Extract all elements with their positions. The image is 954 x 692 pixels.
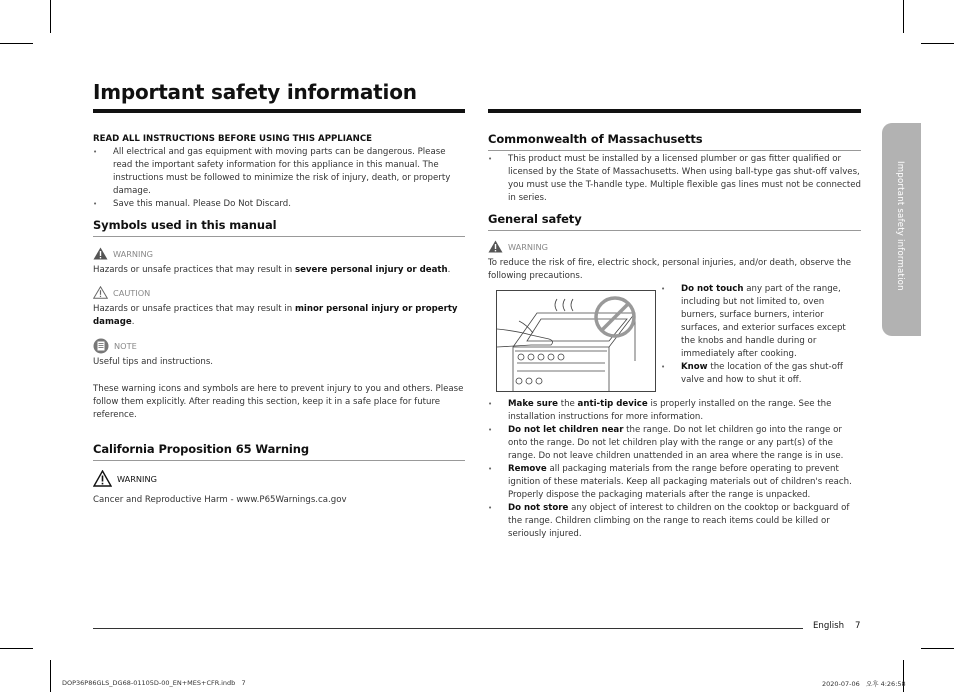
general-safety-rule [488, 230, 861, 231]
list-item [661, 361, 861, 387]
list-item: • All electrical and gas equipment with moving parts can be dangerous. Please read the important safety information for this appliance in this manual. The instructions must be followed to minimize the risk of injury, death, or property damage. [93, 146, 466, 198]
list-item [661, 283, 861, 361]
caution-text: Hazards or unsafe practices that may result in [93, 304, 295, 314]
do-not-touch-label: Do not touch [681, 284, 744, 294]
caution-icon [93, 286, 108, 299]
note-icon [93, 338, 109, 354]
print-file-info: DOP36P86GLS_DG68-01105D-00_EN+MES+CFR.indb 7 [62, 679, 246, 687]
make-sure-text: is properly installed on the range. See the installation instructions for more information. [508, 399, 832, 422]
warning-description [93, 264, 465, 277]
list-item [488, 398, 861, 424]
list-item: • Save this manual. Please Do Not Discard. [93, 198, 466, 211]
footer-language: English [813, 621, 845, 631]
page-number: 7 [855, 621, 861, 631]
store-text: any object of interest to children on the cooktop or backguard of the range. Children climbing on the range to reach items could be killed or seriously injured. [508, 503, 850, 539]
know-text: the location of the gas shut-off valve and how to shut it off. [681, 362, 843, 385]
make-sure-label: Make sure [508, 399, 558, 409]
intro-bullet-list [93, 146, 466, 211]
title-rule-left [93, 109, 465, 113]
note-signal [93, 338, 137, 354]
remove-text: all packaging materials from the range before operating to prevent ignition of these materials. Keep all packaging materials out of children's reach. Properly dispose the packaging materials after the range is unpacked. [508, 464, 852, 500]
note-label: NOTE [114, 341, 137, 351]
crop-mark [903, 0, 904, 33]
illustration-bullets [661, 283, 861, 387]
print-date-info: 2020-07-06 오후 4:26:58 [822, 680, 906, 688]
crop-mark [921, 43, 954, 44]
prop65-text: Cancer and Reproductive Harm - www.P65Warnings.ca.gov [93, 495, 347, 505]
page-title: Important safety information [93, 80, 417, 104]
crop-mark [50, 660, 51, 692]
massachusetts-list [488, 153, 861, 205]
hot-cooktop-image [497, 291, 655, 391]
children-label: Do not let children near [508, 425, 624, 435]
massachusetts-heading: Commonwealth of Massachusetts [488, 132, 703, 146]
know-label: Know [681, 362, 708, 372]
caution-emphasis: minor personal injury or property damage [93, 304, 458, 327]
make-sure-mid: the [557, 399, 578, 409]
note-description: Useful tips and instructions. [93, 357, 214, 367]
general-warning-label: WARNING [508, 241, 548, 252]
anti-tip-label: anti-tip device [577, 399, 648, 409]
do-not-touch-text: any part of the range, including but not limited to, oven burners, surface burners, interior surfaces, and exterior surfaces except the knobs and handle during or immediately after cooking. [681, 284, 846, 359]
general-intro: To reduce the risk of fire, electric shock, personal injuries, and/or death, observe the following precautions. [488, 258, 852, 281]
warning-icon [93, 247, 108, 260]
list-item [488, 502, 861, 541]
general-safety-list [488, 398, 861, 541]
warning-text: Hazards or unsafe practices that may result in [93, 265, 295, 275]
symbols-heading: Symbols used in this manual [93, 218, 277, 232]
title-rule-right [488, 109, 861, 113]
crop-mark [0, 648, 33, 649]
do-not-touch-illustration [496, 290, 656, 392]
footer-rule [93, 628, 803, 629]
caution-text-end: . [131, 317, 135, 327]
remove-label: Remove [508, 464, 547, 474]
caution-description [93, 303, 465, 329]
list-item [488, 463, 861, 502]
general-safety-heading: General safety [488, 212, 582, 226]
section-side-tab [882, 123, 921, 336]
prop65-warning-icon [93, 470, 112, 487]
crop-mark [0, 43, 33, 44]
prop65-heading: California Proposition 65 Warning [93, 442, 309, 456]
warning-signal [93, 247, 153, 260]
caution-signal [93, 286, 150, 299]
children-text: the range. Do not let children go into the range or onto the range. Do not let children play with the range or any part(s) of the range. Do not leave children unattended in an area where the range is in use. [508, 425, 844, 461]
general-warning-signal [488, 240, 548, 253]
symbols-rule [93, 236, 465, 237]
prop65-warning-signal [93, 470, 157, 487]
store-label: Do not store [508, 503, 569, 513]
warning-label: WARNING [113, 248, 153, 259]
warning-icon [488, 240, 503, 253]
crop-mark [921, 648, 954, 649]
massachusetts-rule [488, 150, 861, 151]
list-item [488, 424, 861, 463]
read-all-heading: READ ALL INSTRUCTIONS BEFORE USING THIS APPLIANCE [93, 134, 372, 144]
side-tab-label: Important safety information [895, 161, 905, 291]
prop65-warning-label: WARNING [117, 473, 157, 484]
prop65-rule [93, 460, 465, 461]
list-item: • This product must be installed by a licensed plumber or gas fitter qualified or licensed by the State of Massachusetts. When using ball-type gas shut-off valves, you must use the T-handle type. Multiple flexible gas lines must not be connected in series. [488, 153, 861, 205]
crop-mark [50, 0, 51, 33]
warning-text-end: . [447, 265, 451, 275]
warning-emphasis: severe personal injury or death [294, 265, 448, 275]
caution-label: CAUTION [113, 287, 151, 298]
icons-paragraph: These warning icons and symbols are here to prevent injury to you and others. Please follow them explicitly. After reading this section, keep it in a safe place for future reference. [93, 384, 464, 420]
